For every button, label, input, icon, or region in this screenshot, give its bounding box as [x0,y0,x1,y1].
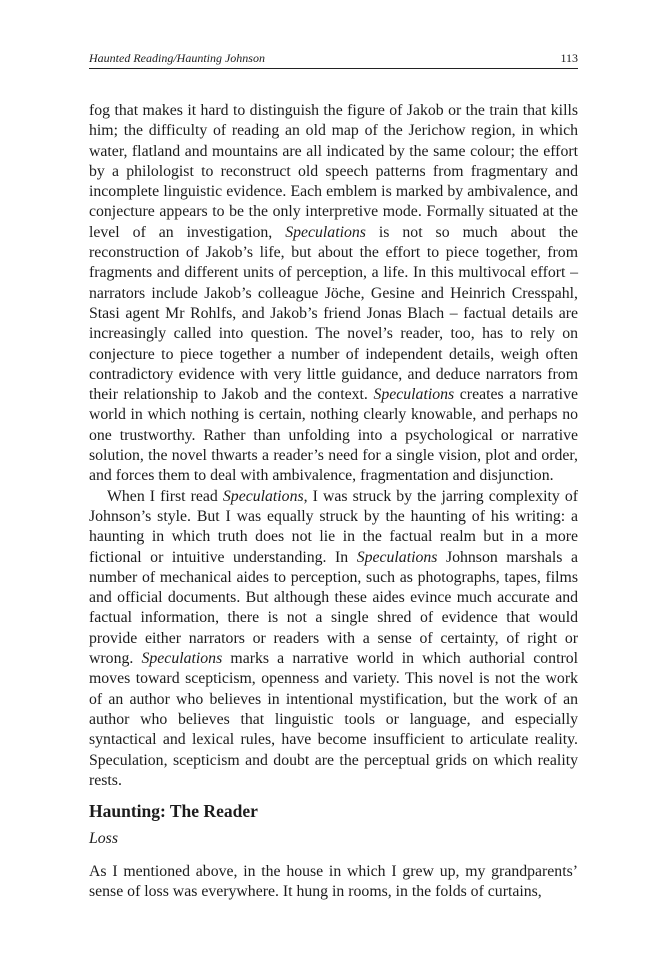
paragraph-1-part-3: creates a narrative world in which nothing is certain, nothing clearly knowable, and perhaps no one trustworthy. Rather than unfolding into a psychological or narrative solution, the novel thwarts a reader’s need for a single vision, plot and order, and forces them to deal with ambivalence, fragmentation and disjunction. [89,386,578,485]
paragraph-1-part-1: fog that makes it hard to distinguish the figure of Jakob or the train that kills him; the difficulty of reading an old map of the Jerichow region, in which water, flatland and mountains are all indicated by the same colour; the effort by a philologist to reconstruct old speech patterns from fragmentary and incomplete linguistic evidence. Each emblem is marked by ambivalence, and conjecture appears to be the only interpretive mode. Formally situated at the level of an investigation, [89,102,578,241]
book-title-italic: Speculations [356,548,438,566]
paragraph-2-part-1: When I first read [107,487,223,505]
section-heading: Haunting: The Reader [89,801,258,821]
book-title-italic: Speculations [222,487,304,505]
book-title-italic: Speculations [285,223,366,241]
paragraph-2-part-2: , I was struck by the jarring complexity of Johnson’s style. But I was equally struck by the haunting of his writing: a haunting in which truth does not lie in the factual realm but in a more fictional or intuitive understanding. In [89,487,578,566]
section-text [89,862,578,903]
paragraph-1 [89,101,578,487]
running-header [89,50,578,69]
running-title: Haunted Reading/Haunting Johnson [89,51,265,65]
paragraph-1-part-2: is not so much about the reconstruction of Jakob’s life, but about the effort to piece together, from fragments and different units of perception, a life. In this multivocal effort – narrators include Jakob’s colleague Jöche, Gesine and Heinrich Cresspahl, Stasi agent Mr Rohlfs, and Jakob’s friend Jonas Blach – factual details are increasingly called into question. The novel’s reader, too, has to rely on conjecture to piece together a number of independent details, weigh often contradictory evidence with very little guidance, and deduce narrators from their relationship to Jakob and the context. [89,223,578,404]
paragraph-2-part-4: marks a narrative world in which authorial control moves toward scepticism, openness and variety. This novel is not the work of an author who believes in intentional mystification, but the work of an author who believes that linguistic tools or language, and especially syntactical and lexical rules, have become insufficient to articulate reality. Speculation, scepticism and doubt are the perceptual grids on which reality rests. [89,650,579,789]
book-title-italic: Speculations [373,386,455,404]
section-subheading: Loss [89,830,118,847]
main-text [89,101,578,791]
page-number: 113 [560,51,578,65]
book-title-italic: Speculations [141,650,223,668]
paragraph-2-part-3: Johnson marshals a number of mechanical aides to perception, such as photographs, tapes, films and official documents. But although these aides evince much accurate and factual information, there is not a single shred of evidence that would provide either narrators or readers with a sense of certainty, of right or wrong. [89,548,578,668]
paragraph-2 [89,487,578,791]
paragraph-3: As I mentioned above, in the house in which I grew up, my grandparents’ sense of loss was everywhere. It hung in rooms, in the folds of curtains, [89,863,578,901]
